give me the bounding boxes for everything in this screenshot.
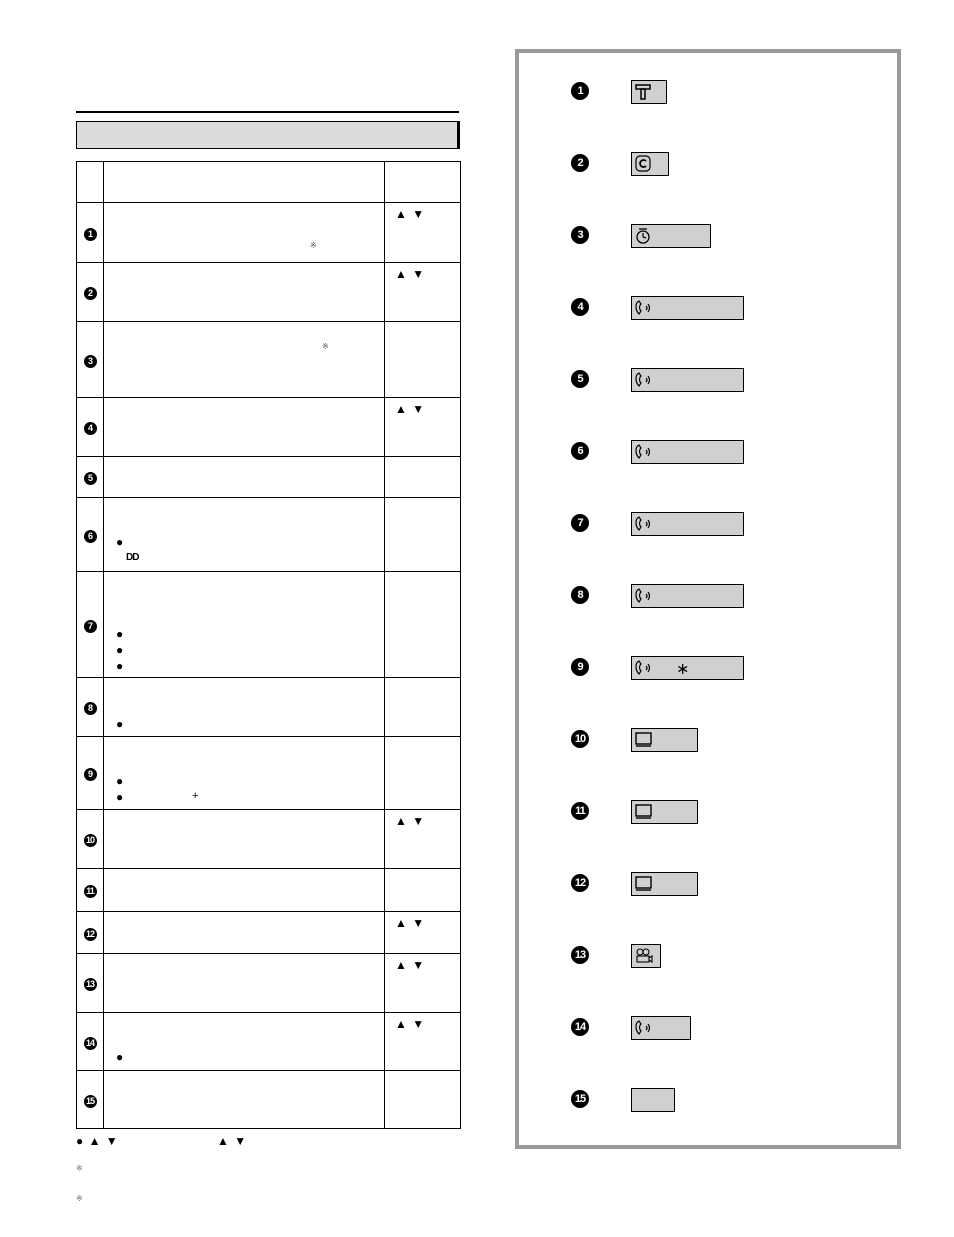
panel-item xyxy=(519,296,897,326)
panel-item xyxy=(519,1016,897,1046)
row-number: 12 xyxy=(84,928,97,941)
row-number: 3 xyxy=(84,355,97,368)
up-down-arrows-icon: ▲ ▼ xyxy=(395,916,426,930)
panel-item xyxy=(519,440,897,470)
item-number: 14 xyxy=(571,1018,589,1036)
plus-mark: + xyxy=(192,790,199,802)
settings-table xyxy=(76,161,461,1129)
item-number: 15 xyxy=(571,1090,589,1108)
osd-subtitle-box xyxy=(631,872,698,896)
bullet: ● xyxy=(116,627,124,641)
osd-audio-box xyxy=(631,296,744,320)
row-number: 8 xyxy=(84,702,97,715)
item-number: 1 xyxy=(571,82,589,100)
footnote-mark: ※ xyxy=(76,1164,83,1173)
note-mark: ※ xyxy=(322,342,329,351)
audio-speaker-icon xyxy=(634,298,654,318)
table-row xyxy=(77,572,461,678)
osd-audio-box xyxy=(631,656,744,680)
table-row xyxy=(77,457,461,498)
bullet: ● xyxy=(116,717,124,731)
audio-speaker-icon xyxy=(634,586,654,606)
up-down-arrows-icon: ▲ ▼ xyxy=(395,1017,426,1031)
item-number: 7 xyxy=(571,514,589,532)
section-header-bar xyxy=(76,121,460,149)
row-number: 2 xyxy=(84,287,97,300)
osd-audio-box xyxy=(631,512,744,536)
item-number: 9 xyxy=(571,658,589,676)
osd-subtitle-box xyxy=(631,728,698,752)
row-number: 5 xyxy=(84,472,97,485)
bullet: ● xyxy=(116,659,124,673)
bullet: ● xyxy=(116,774,124,788)
table-row xyxy=(77,1071,461,1129)
panel-item xyxy=(519,944,897,974)
dolby-digital-icon: DD xyxy=(126,552,139,563)
osd-blank-box xyxy=(631,1088,675,1112)
item-number: 11 xyxy=(571,802,589,820)
osd-chapter-box xyxy=(631,152,669,176)
row-number: 11 xyxy=(84,885,97,898)
row-number: 15 xyxy=(84,1095,97,1108)
note-mark: ※ xyxy=(310,241,317,250)
panel-item xyxy=(519,872,897,902)
item-number: 2 xyxy=(571,154,589,172)
audio-speaker-icon xyxy=(634,1018,654,1038)
table-row xyxy=(77,263,461,322)
row-number: 7 xyxy=(84,620,97,633)
up-down-arrows-icon: ▲ ▼ xyxy=(395,207,426,221)
bullet: ● xyxy=(116,790,124,804)
osd-title-box xyxy=(631,80,667,104)
panel-item xyxy=(519,368,897,398)
panel-item xyxy=(519,728,897,758)
audio-speaker-icon xyxy=(634,514,654,534)
panel-item xyxy=(519,512,897,542)
footnote-arrows: ▲ ▼ xyxy=(217,1134,248,1148)
table-row xyxy=(77,810,461,869)
bullet: ● xyxy=(116,643,124,657)
title-t-icon xyxy=(634,82,654,102)
panel-item xyxy=(519,584,897,614)
row-number: 14 xyxy=(84,1037,97,1050)
table-row xyxy=(77,498,461,572)
item-number: 5 xyxy=(571,370,589,388)
audio-speaker-icon xyxy=(634,658,654,678)
footnote-mark: ※ xyxy=(76,1194,83,1203)
osd-subtitle-box xyxy=(631,800,698,824)
table-header-row xyxy=(77,162,461,203)
row-number: 4 xyxy=(84,422,97,435)
panel-item xyxy=(519,80,897,110)
item-number: 12 xyxy=(571,874,589,892)
row-number: 13 xyxy=(84,978,97,991)
subtitle-screen-icon xyxy=(634,874,654,894)
item-number: 10 xyxy=(571,730,589,748)
subtitle-screen-icon xyxy=(634,730,654,750)
osd-audio-box xyxy=(631,368,744,392)
time-clock-icon xyxy=(634,226,654,246)
asterisk-mark: ∗ xyxy=(676,661,690,678)
bullet: ● xyxy=(116,1050,124,1064)
row-number: 6 xyxy=(84,530,97,543)
panel-item xyxy=(519,152,897,182)
table-row xyxy=(77,398,461,457)
row-number: 1 xyxy=(84,228,97,241)
panel-item xyxy=(519,656,897,686)
osd-display-panel xyxy=(515,49,901,1149)
item-number: 13 xyxy=(571,946,589,964)
up-down-arrows-icon: ▲ ▼ xyxy=(395,814,426,828)
bullet: ● xyxy=(116,535,124,549)
table-row xyxy=(77,737,461,810)
osd-time-box xyxy=(631,224,711,248)
up-down-arrows-icon: ▲ ▼ xyxy=(395,958,426,972)
panel-item xyxy=(519,1088,897,1118)
panel-item xyxy=(519,224,897,254)
angle-camera-icon xyxy=(634,946,654,966)
osd-audio-box xyxy=(631,1016,691,1040)
up-down-arrows-icon: ▲ ▼ xyxy=(395,402,426,416)
osd-audio-box xyxy=(631,584,744,608)
item-number: 8 xyxy=(571,586,589,604)
table-row xyxy=(77,1013,461,1071)
table-row xyxy=(77,322,461,398)
table-row xyxy=(77,869,461,912)
row-number: 10 xyxy=(84,834,97,847)
footnote-bullet-arrows: ● ▲ ▼ xyxy=(76,1134,119,1148)
panel-item xyxy=(519,800,897,830)
audio-speaker-icon xyxy=(634,442,654,462)
top-rule xyxy=(76,111,459,113)
table-row xyxy=(77,203,461,263)
item-number: 6 xyxy=(571,442,589,460)
up-down-arrows-icon: ▲ ▼ xyxy=(395,267,426,281)
row-number: 9 xyxy=(84,768,97,781)
table-row xyxy=(77,678,461,737)
audio-speaker-icon xyxy=(634,370,654,390)
item-number: 4 xyxy=(571,298,589,316)
chapter-c-icon xyxy=(634,154,654,174)
item-number: 3 xyxy=(571,226,589,244)
osd-audio-box xyxy=(631,440,744,464)
osd-angle-box xyxy=(631,944,661,968)
table-row xyxy=(77,912,461,954)
table-row xyxy=(77,954,461,1013)
subtitle-screen-icon xyxy=(634,802,654,822)
